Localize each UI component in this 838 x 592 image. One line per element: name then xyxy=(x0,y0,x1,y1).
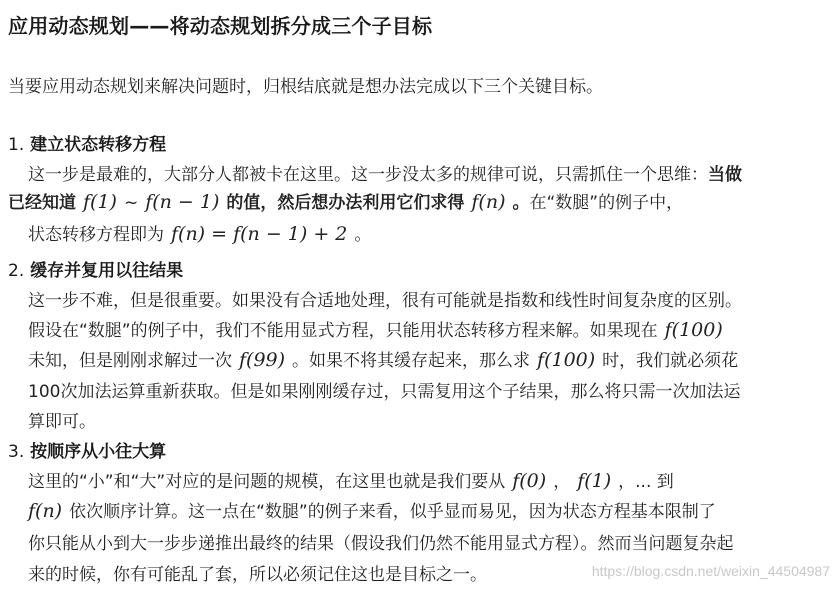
tilde-text: ~ xyxy=(123,193,139,213)
section-1-text: 在“数腿”的例子中， xyxy=(529,193,684,213)
section-1-title: 建立状态转移方程 xyxy=(30,135,167,155)
math-fn: f(n) xyxy=(28,500,63,522)
section-2-text: 时，我们就必须花 xyxy=(602,351,739,371)
section-1-bold-text: 。 xyxy=(512,193,530,213)
math-f1: f(1) xyxy=(83,191,117,213)
section-3-line-3: 你只能从小到大一步步递推出最终的结果（假设我们仍然不能用显式方程）。然而当问题复杂起 xyxy=(28,534,734,554)
section-3-title: 按顺序从小往大算 xyxy=(30,442,167,462)
section-2-line-5: 算即可。 xyxy=(28,412,96,432)
section-3-heading xyxy=(8,437,166,462)
section-1-number: 1. xyxy=(8,135,25,155)
section-2-text: 未知，但是刚刚求解过一次 xyxy=(28,351,232,371)
section-1-text: 这一步是最难的，大部分人都被卡在这里。这一步没太多的规律可说，只需抓住一个思维： xyxy=(28,165,708,185)
math-f0: f(0) xyxy=(512,470,547,492)
math-f100: f(100) xyxy=(664,319,723,341)
section-2-line-4: 100次加法运算重新获取。但是如果刚刚缓存过，只需复用这个子结果，那么将只需一次加法运 xyxy=(28,382,741,402)
section-2-heading xyxy=(8,256,183,281)
section-3-text: 这里的“小”和“大”对应的是问题的规模，在这里也就是我们要从 xyxy=(28,472,506,492)
section-1-text: 。 xyxy=(354,225,372,245)
section-3-text: 依次顺序计算。这一点在“数腿”的例子来看，似乎显而易见，因为状态方程基本限制了 xyxy=(69,502,716,522)
section-1-line-1 xyxy=(28,160,742,185)
section-1-bold-text: 已经知道 xyxy=(8,193,76,213)
section-1-bold-text: 当做 xyxy=(708,165,742,185)
section-1-line-3 xyxy=(28,220,371,245)
section-2-line-1: 这一步不难，但是很重要。如果没有合适地处理，很有可能就是指数和线性时间复杂度的区别。 xyxy=(28,291,742,311)
section-2-line-2 xyxy=(28,316,730,341)
math-f100: f(100) xyxy=(537,349,596,371)
section-1-line-2 xyxy=(8,188,683,213)
math-fn-minus-1: f(n − 1) xyxy=(145,191,220,213)
intro-paragraph: 当要应用动态规划来解决问题时，归根结底就是想办法完成以下三个关键目标。 xyxy=(8,77,603,97)
section-1-text: 状态转移方程即为 xyxy=(28,225,164,245)
math-f1: f(1) xyxy=(577,470,612,492)
math-fn: f(n) xyxy=(471,191,506,213)
section-3-line-1 xyxy=(28,467,674,492)
section-3-text: ，... 到 xyxy=(618,472,674,492)
section-3-line-4: 来的时候，你有可能乱了套，所以必须记住这也是目标之一。 xyxy=(28,565,487,585)
section-2-title: 缓存并复用以往结果 xyxy=(30,261,184,281)
section-1-heading xyxy=(8,130,166,155)
section-2-text: 。如果不将其缓存起来，那么求 xyxy=(292,351,531,371)
watermark: https://blog.csdn.net/weixin_44504987 xyxy=(591,563,830,579)
math-f99: f(99) xyxy=(239,349,286,371)
section-2-text: 假设在“数腿”的例子中，我们不能用显式方程，只能用状态转移方程来解。如果现在 xyxy=(28,321,658,341)
section-2-number: 2. xyxy=(8,261,25,281)
math-transition-equation: f(n) = f(n − 1) + 2 xyxy=(171,223,348,245)
section-1-bold-text: 的值，然后想办法利用它们求得 xyxy=(226,193,465,213)
article-title: 应用动态规划——将动态规划拆分成三个子目标 xyxy=(8,14,433,38)
section-2-line-3 xyxy=(28,346,738,371)
comma-text: ， xyxy=(553,472,571,492)
section-3-line-2 xyxy=(28,497,716,522)
section-3-number: 3. xyxy=(8,442,25,462)
